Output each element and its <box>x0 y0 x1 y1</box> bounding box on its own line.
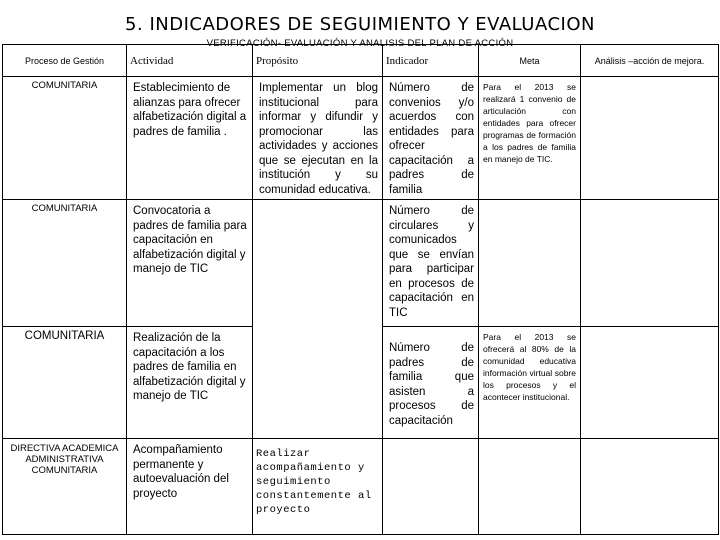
header-actividad: Actividad <box>127 45 253 77</box>
table-row <box>3 200 719 327</box>
cell-meta: Para el 2013 se realizará 1 convenio de articulación con entidades para ofrecer programas de formación a los padres de familia en manejo de TIC. <box>479 77 581 200</box>
page-subtitle: VERIFICACIÓN- EVALUACIÓN Y ANALISIS DEL PLAN DE ACCIÓN <box>206 38 514 49</box>
cell-meta-empty <box>479 200 581 327</box>
cell-analisis <box>581 77 719 200</box>
cell-actividad: Acompañamiento permanente y autoevaluación del proyecto <box>127 439 253 535</box>
cell-analisis <box>581 439 719 535</box>
cell-proceso: COMUNITARIA <box>3 327 127 439</box>
header-indicador: Indicador <box>383 45 479 77</box>
cell-proposito: Implementar un blog institucional para informar y difundir y promocionar las actividades y acciones que se ejecutan en la institución y su comunidad educativa. <box>253 77 383 200</box>
indicators-table <box>2 44 719 535</box>
header-proposito: Propósito <box>253 45 383 77</box>
cell-proceso: COMUNITARIA <box>3 200 127 327</box>
cell-indicador: Número de padres de familia que asisten a procesos de capacitación <box>383 327 479 439</box>
header-row <box>3 45 719 77</box>
cell-analisis <box>581 200 719 327</box>
cell-actividad: Establecimiento de alianzas para ofrecer alfabetización digital a padres de familia . <box>127 77 253 200</box>
cell-actividad: Realización de la capacitación a los padres de familia en alfabetización digital y manejo de TIC <box>127 327 253 439</box>
header-meta: Meta <box>479 45 581 77</box>
cell-proceso: DIRECTIVA ACADEMICA ADMINISTRATIVA COMUNITARIA <box>3 439 127 535</box>
table-row <box>3 439 719 535</box>
cell-proposito: Realizar acompañamiento y seguimiento constantemente al proyecto <box>253 439 383 535</box>
cell-analisis <box>581 327 719 439</box>
cell-proposito-empty <box>253 200 383 439</box>
table-row <box>3 77 719 200</box>
cell-actividad: Convocatoria a padres de familia para capacitación en alfabetización digital y manejo de TIC <box>127 200 253 327</box>
header-proceso: Proceso de Gestión <box>3 45 127 77</box>
cell-proceso: COMUNITARIA <box>3 77 127 200</box>
cell-indicador: Número de convenios y/o acuerdos con entidades para ofrecer capacitación a padres de familia <box>383 77 479 200</box>
cell-indicador <box>383 439 479 535</box>
page-title: 5. INDICADORES DE SEGUIMIENTO Y EVALUACION <box>125 14 595 35</box>
cell-indicador: Número de circulares y comunicados que se envían para participar en procesos de capacitación en TIC <box>383 200 479 327</box>
cell-meta: Para el 2013 se ofrecerá al 80% de la comunidad educativa información virtual sobre los procesos y el acontecer institucional. <box>479 327 581 439</box>
header-analisis: Análisis –acción de mejora. <box>581 45 719 77</box>
cell-meta <box>479 439 581 535</box>
